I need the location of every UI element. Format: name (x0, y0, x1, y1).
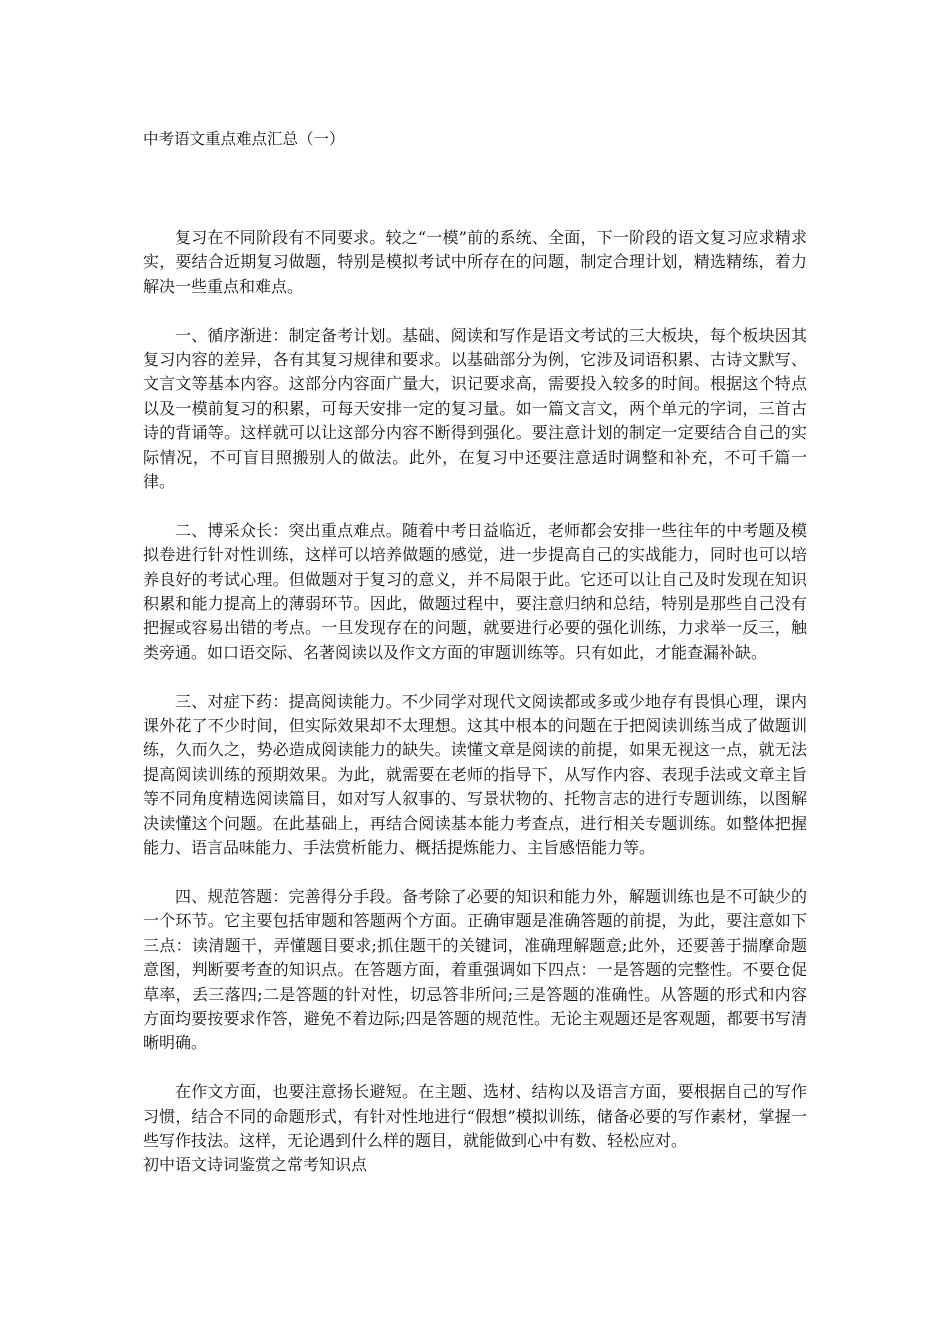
document-body (143, 226, 807, 1178)
next-section-heading: 初中语文诗词鉴赏之常考知识点 (143, 1155, 368, 1175)
document-title: 中考语文重点难点汇总（一） (143, 130, 345, 148)
paragraph-intro: 复习在不同阶段有不同要求。较之“一模”前的系统、全面，下一阶段的语文复习应求精求实，要结合近期复习做题，特别是模拟考试中所存在的问题，制定合理计划，精选精练，着力解决一些重点和难点。 (143, 228, 807, 296)
paragraph-section-2: 二、博采众长：突出重点难点。随着中考日益临近，老师都会安排一些往年的中考题及模拟卷进行针对性训练，这样可以培养做题的感觉，进一步提高自己的实战能力，同时也可以培养良好的考试心理。但做题对于复习的意义，并不局限于此。它还可以让自己及时发现在知识积累和能力提高上的薄弱环节。因此，做题过程中，要注意归纳和总结，特别是那些自己没有把握或容易出错的考点。一旦发现存在的问题，就要进行必要的强化训练，力求举一反三，触类旁通。如口语交际、名著阅读以及作文方面的审题训练等。只有如此，才能查漏补缺。 (143, 520, 807, 662)
paragraph-section-1: 一、循序渐进：制定备考计划。基础、阅读和写作是语文考试的三大板块，每个板块因其复习内容的差异，各有其复习规律和要求。以基础部分为例，它涉及词语积累、古诗文默写、文言文等基本内容。这部分内容面广量大，识记要求高，需要投入较多的时间。根据这个特点以及一模前复习的积累，可每天安排一定的复习量。如一篇文言文，两个单元的字词，三首古诗的背诵等。这样就可以让这部分内容不断得到强化。要注意计划的制定一定要结合自己的实际情况，不可盲目照搬别人的做法。此外，在复习中还要注意适时调整和补充，不可千篇一律。 (143, 325, 807, 492)
paragraph-writing: 在作文方面，也要注意扬长避短。在主题、选材、结构以及语言方面，要根据自己的写作习惯，结合不同的命题形式，有针对性地进行“假想”模拟训练，储备必要的写作素材，掌握一些写作技法。这样，无论遇到什么样的题目，就能做到心中有数、轻松应对。 (143, 1082, 807, 1150)
paragraph-section-4: 四、规范答题：完善得分手段。备考除了必要的知识和能力外，解题训练也是不可缺少的一个环节。它主要包括审题和答题两个方面。正确审题是准确答题的前提，为此，要注意如下三点：读清题干，弄懂题目要求;抓住题干的关键词，准确理解题意;此外，还要善于揣摩命题意图，判断要考查的知识点。在答题方面，着重强调如下四点：一是答题的完整性。不要仓促草率，丢三落四;二是答题的针对性，切忌答非所问;三是答题的准确性。从答题的形式和内容方面均要按要求作答，避免不着边际;四是答题的规范性。无论主观题还是客观题，都要书写清晰明确。 (143, 886, 807, 1053)
paragraph-section-3: 三、对症下药：提高阅读能力。不少同学对现代文阅读都或多或少地存有畏惧心理，课内课外花了不少时间，但实际效果却不太理想。这其中根本的问题在于把阅读训练当成了做题训练，久而久之，势必造成阅读能力的缺失。读懂文章是阅读的前提，如果无视这一点，就无法提高阅读训练的预期效果。为此，就需要在老师的指导下，从写作内容、表现手法或文章主旨等不同角度精选阅读篇目，如对写人叙事的、写景状物的、托物言志的进行专题训练，以图解决读懂这个问题。在此基础上，再结合阅读基本能力考查点，进行相关专题训练。如整体把握能力、语言品味能力、手法赏析能力、概括提炼能力、主旨感悟能力等。 (143, 691, 807, 858)
